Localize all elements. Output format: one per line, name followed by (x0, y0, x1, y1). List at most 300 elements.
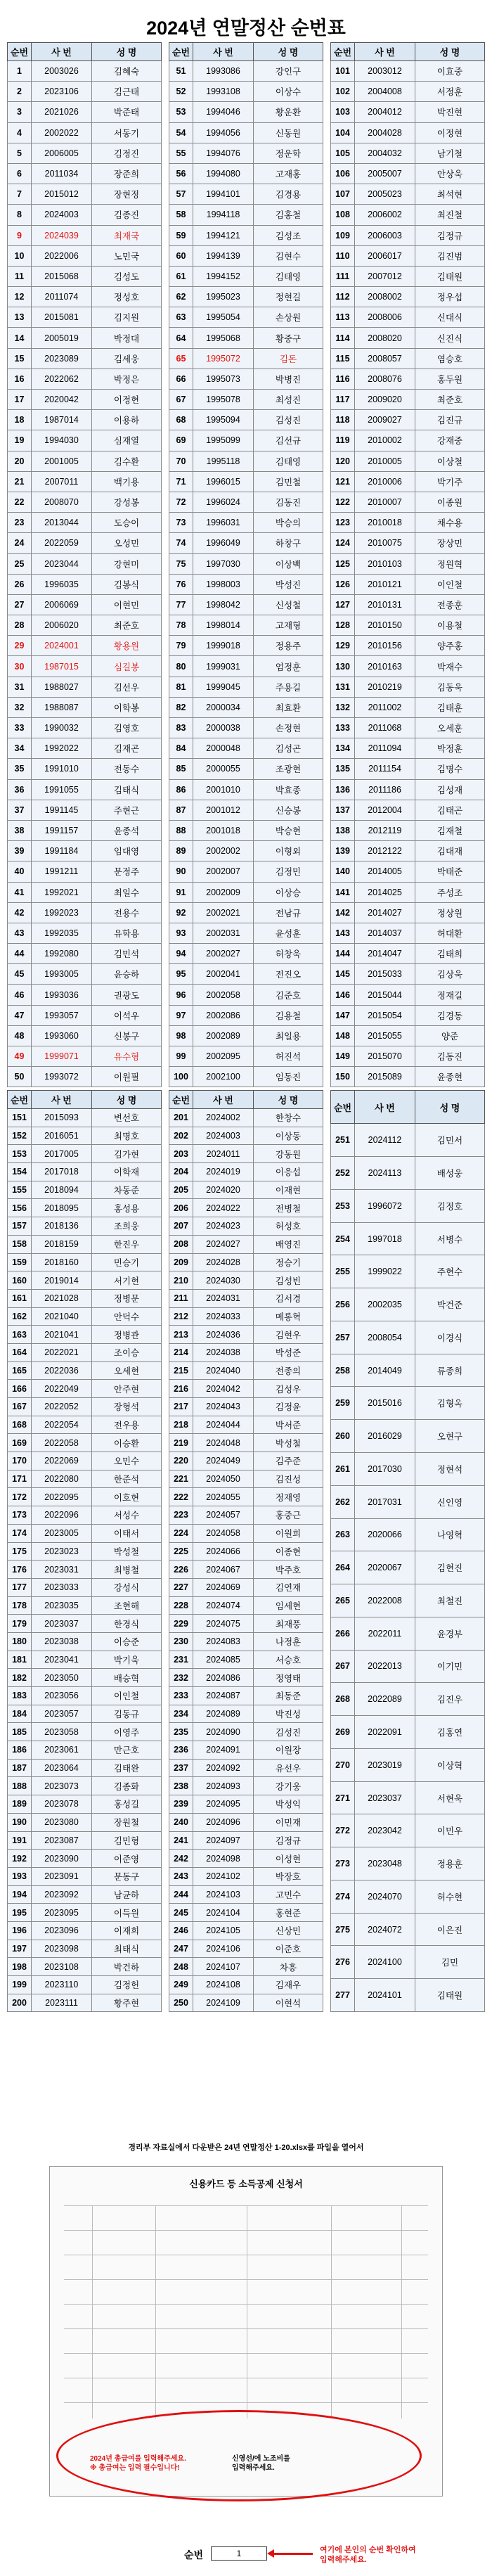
row-number: 245 (169, 1904, 193, 1922)
employee-name: 김성도 (92, 266, 162, 286)
row-number: 76 (169, 574, 193, 594)
table-row (8, 122, 162, 143)
employee-id: 2002086 (193, 1005, 254, 1025)
row-number: 188 (8, 1777, 32, 1795)
employee-name: 안주현 (92, 1380, 162, 1398)
employee-name: 강기웅 (254, 1777, 323, 1795)
table-row (169, 1181, 323, 1199)
table-row (8, 1398, 162, 1416)
table-row (8, 1307, 162, 1326)
employee-id: 1995099 (193, 430, 254, 451)
employee-id: 2008002 (355, 287, 415, 307)
table-row (331, 1617, 485, 1650)
employee-id: 1994076 (193, 143, 254, 163)
table-row (8, 245, 162, 266)
employee-name: 서정훈 (415, 82, 485, 102)
row-number: 246 (169, 1921, 193, 1940)
table-row (331, 225, 485, 245)
row-number: 6 (8, 163, 32, 184)
table-row (169, 307, 323, 328)
employee-id: 1996072 (355, 1189, 415, 1222)
employee-id: 1991157 (32, 820, 92, 840)
table-row (8, 1524, 162, 1542)
table-row (169, 861, 323, 882)
employee-name: 최명호 (92, 1127, 162, 1145)
row-number: 90 (169, 861, 193, 882)
row-number: 242 (169, 1850, 193, 1868)
row-number: 30 (8, 656, 32, 677)
employee-id: 2018160 (32, 1253, 92, 1271)
employee-id: 2020067 (355, 1551, 415, 1584)
table-row (169, 1326, 323, 1344)
employee-id: 1995072 (193, 348, 254, 369)
employee-name: 전동수 (92, 759, 162, 779)
employee-name: 전우용 (92, 1416, 162, 1434)
employee-name: 이학재 (92, 1163, 162, 1181)
table-row (169, 82, 323, 102)
employee-name: 김성곤 (254, 738, 323, 759)
row-number: 29 (8, 636, 32, 656)
employee-id: 2004012 (355, 102, 415, 122)
table-row (8, 1741, 162, 1760)
row-number: 187 (8, 1759, 32, 1777)
employee-name: 유선우 (254, 1759, 323, 1777)
row-number: 259 (331, 1387, 355, 1420)
row-number: 114 (331, 328, 355, 348)
employee-id: 2021041 (32, 1326, 92, 1344)
table-row (331, 738, 485, 759)
table-row (169, 1904, 323, 1922)
row-number: 263 (331, 1518, 355, 1551)
number-input[interactable]: 1 (211, 2546, 267, 2561)
employee-name: 김상욱 (415, 964, 485, 985)
employee-name: 허진석 (254, 1046, 323, 1067)
table-row (8, 1109, 162, 1127)
table-row (8, 574, 162, 594)
table-row (169, 1777, 323, 1795)
row-number: 231 (169, 1651, 193, 1669)
employee-name: 이영주 (92, 1723, 162, 1741)
form-line (401, 2205, 402, 2418)
employee-name: 고재형 (254, 615, 323, 636)
row-number: 83 (169, 718, 193, 738)
employee-id: 2022058 (32, 1434, 92, 1452)
table-row (8, 1067, 162, 1087)
row-number: 124 (331, 533, 355, 553)
table-row (169, 410, 323, 430)
table-row (169, 390, 323, 410)
row-number: 248 (169, 1958, 193, 1976)
employee-id: 2024027 (193, 1235, 254, 1253)
employee-name: 정병문 (92, 1289, 162, 1307)
row-number: 66 (169, 369, 193, 389)
employee-name: 임대영 (92, 841, 162, 861)
employee-name: 이용하 (92, 410, 162, 430)
row-number: 153 (8, 1145, 32, 1163)
employee-id: 2015068 (32, 266, 92, 286)
row-number: 230 (169, 1632, 193, 1651)
row-number: 175 (8, 1542, 32, 1561)
employee-name: 허성호 (254, 1217, 323, 1236)
table-row (169, 451, 323, 471)
row-number: 139 (331, 841, 355, 861)
employee-name: 김종화 (92, 1777, 162, 1795)
employee-id: 2014037 (355, 923, 415, 943)
employee-name: 문정주 (92, 861, 162, 882)
table-row (169, 471, 323, 492)
row-number: 133 (331, 718, 355, 738)
row-number: 253 (331, 1189, 355, 1222)
roster-table (7, 42, 162, 1087)
employee-name: 안상욱 (415, 163, 485, 184)
employee-name: 이정현 (92, 390, 162, 410)
employee-name: 김정윤 (254, 1398, 323, 1416)
employee-id: 1991211 (32, 861, 92, 882)
employee-name: 박정대 (92, 328, 162, 348)
row-number: 3 (8, 102, 32, 122)
employee-id: 2022008 (355, 1584, 415, 1617)
employee-id: 2022013 (355, 1650, 415, 1683)
row-number: 167 (8, 1398, 32, 1416)
table-row (8, 800, 162, 820)
employee-name: 김재철 (415, 820, 485, 840)
row-number: 214 (169, 1343, 193, 1361)
table-row (8, 184, 162, 205)
table-row (169, 1046, 323, 1067)
employee-name: 백기용 (92, 471, 162, 492)
employee-name: 최태식 (92, 1940, 162, 1958)
employee-id: 1994030 (32, 430, 92, 451)
employee-id: 2023089 (32, 348, 92, 369)
row-number: 240 (169, 1813, 193, 1831)
table-row (331, 163, 485, 184)
employee-id: 2010156 (355, 636, 415, 656)
employee-name: 김정호 (415, 1189, 485, 1222)
row-number: 212 (169, 1307, 193, 1326)
row-number: 135 (331, 759, 355, 779)
employee-id: 2006003 (355, 225, 415, 245)
employee-name: 강인구 (254, 61, 323, 82)
employee-name: 김선규 (254, 430, 323, 451)
employee-id: 1993108 (193, 82, 254, 102)
row-number: 65 (169, 348, 193, 369)
employee-id: 2019014 (32, 1271, 92, 1290)
row-number: 145 (331, 964, 355, 985)
employee-id: 2022080 (32, 1470, 92, 1488)
table-row (8, 430, 162, 451)
table-row (8, 1163, 162, 1181)
table-row (331, 1222, 485, 1255)
employee-name: 손정현 (254, 718, 323, 738)
table-row (169, 1831, 323, 1850)
employee-id: 2023023 (32, 1542, 92, 1561)
row-number: 77 (169, 594, 193, 615)
table-row (8, 1452, 162, 1470)
employee-id: 2023035 (32, 1596, 92, 1615)
employee-name: 윤경부 (415, 1617, 485, 1650)
table-row (169, 820, 323, 840)
employee-id: 2022091 (355, 1716, 415, 1749)
table-row (331, 205, 485, 225)
table-row (331, 1453, 485, 1486)
row-number: 189 (8, 1795, 32, 1814)
employee-name: 홍현준 (254, 1904, 323, 1922)
employee-id: 2009020 (355, 390, 415, 410)
table-row (8, 1885, 162, 1904)
table-row (169, 1524, 323, 1542)
table-row (331, 861, 485, 882)
roster-table (7, 1090, 162, 2012)
employee-name: 이종현 (254, 1542, 323, 1561)
table-row (8, 1596, 162, 1615)
guide-section (0, 2141, 492, 2564)
row-number: 56 (169, 163, 193, 184)
row-number: 205 (169, 1181, 193, 1199)
table-row (8, 1687, 162, 1705)
employee-name: 허대환 (415, 923, 485, 943)
employee-id: 2005019 (32, 328, 92, 348)
table-row (331, 492, 485, 512)
employee-id: 2024107 (193, 1958, 254, 1976)
employee-id: 2022036 (32, 1361, 92, 1380)
header-id: 사 번 (32, 43, 92, 61)
table-row (331, 1046, 485, 1067)
table-row (8, 1046, 162, 1067)
table-row (8, 369, 162, 389)
table-row (8, 471, 162, 492)
employee-name: 전종훈 (415, 594, 485, 615)
employee-name: 김태희 (415, 944, 485, 964)
table-row (331, 287, 485, 307)
row-number: 170 (8, 1452, 32, 1470)
row-number: 237 (169, 1759, 193, 1777)
table-row (169, 1506, 323, 1525)
row-number: 9 (8, 225, 32, 245)
row-number: 247 (169, 1940, 193, 1958)
row-number: 172 (8, 1488, 32, 1506)
employee-id: 2022095 (32, 1488, 92, 1506)
row-number: 132 (331, 697, 355, 717)
employee-name: 윤성훈 (254, 923, 323, 943)
header-num: 순번 (331, 1091, 355, 1124)
row-number: 40 (8, 861, 32, 882)
employee-id: 2003012 (355, 61, 415, 82)
employee-id: 2024089 (193, 1705, 254, 1723)
employee-name: 김현우 (254, 1326, 323, 1344)
table-row (8, 410, 162, 430)
table-row (8, 594, 162, 615)
employee-id: 1987014 (32, 410, 92, 430)
table-row (169, 553, 323, 574)
table-row (169, 944, 323, 964)
table-row (169, 1253, 323, 1271)
employee-id: 2010002 (355, 430, 415, 451)
arrow-line (271, 2553, 313, 2555)
row-number: 232 (169, 1669, 193, 1687)
employee-name: 김동욱 (415, 677, 485, 697)
employee-id: 2024030 (193, 1271, 254, 1290)
employee-id: 2024105 (193, 1921, 254, 1940)
table-row (331, 143, 485, 163)
employee-name: 김태훈 (415, 697, 485, 717)
table-row (169, 594, 323, 615)
row-number: 220 (169, 1452, 193, 1470)
employee-id: 2002009 (193, 882, 254, 902)
table-row (8, 1127, 162, 1145)
employee-id: 1996035 (32, 574, 92, 594)
employee-id: 1994080 (193, 163, 254, 184)
row-number: 59 (169, 225, 193, 245)
table-row (169, 102, 323, 122)
row-number: 151 (8, 1109, 32, 1127)
row-number: 198 (8, 1958, 32, 1976)
table-row (8, 1025, 162, 1046)
employee-id: 2001005 (32, 451, 92, 471)
employee-name: 이형외 (254, 841, 323, 861)
table-row (8, 1488, 162, 1506)
employee-id: 1994056 (193, 122, 254, 143)
table-row (331, 1683, 485, 1716)
employee-id: 1994046 (193, 102, 254, 122)
employee-id: 2024022 (193, 1199, 254, 1217)
employee-name: 김태식 (92, 779, 162, 800)
employee-name: 신성철 (254, 594, 323, 615)
row-number: 93 (169, 923, 193, 943)
row-number: 53 (169, 102, 193, 122)
employee-id: 2023087 (32, 1831, 92, 1850)
row-number: 20 (8, 451, 32, 471)
row-number: 116 (331, 369, 355, 389)
row-number: 178 (8, 1596, 32, 1615)
table-row (169, 328, 323, 348)
header-id: 사 번 (355, 1091, 415, 1124)
row-number: 94 (169, 944, 193, 964)
employee-name: 김재곤 (92, 738, 162, 759)
employee-id: 2002035 (355, 1288, 415, 1321)
employee-name: 이상동 (254, 1127, 323, 1145)
table-row (8, 1940, 162, 1958)
employee-name: 김동진 (254, 492, 323, 512)
table-row (169, 902, 323, 923)
table-row (331, 1067, 485, 1087)
employee-name: 김대재 (415, 841, 485, 861)
row-number: 206 (169, 1199, 193, 1217)
employee-name: 민승기 (92, 1253, 162, 1271)
table-row (8, 985, 162, 1005)
employee-name: 박진현 (415, 102, 485, 122)
employee-id: 1994118 (193, 205, 254, 225)
union-note-2: 입력해주세요. (232, 2464, 275, 2472)
table-row (169, 1361, 323, 1380)
row-number: 120 (331, 451, 355, 471)
employee-name: 김성조 (254, 225, 323, 245)
row-number: 243 (169, 1867, 193, 1885)
row-number: 226 (169, 1561, 193, 1579)
row-number: 275 (331, 1913, 355, 1946)
employee-name: 서동기 (92, 122, 162, 143)
employee-name: 고민수 (254, 1885, 323, 1904)
employee-id: 1993057 (32, 1005, 92, 1025)
row-number: 57 (169, 184, 193, 205)
employee-id: 2023078 (32, 1795, 92, 1814)
row-number: 217 (169, 1398, 193, 1416)
employee-id: 1999071 (32, 1046, 92, 1067)
table-row (8, 348, 162, 369)
employee-id: 2008054 (355, 1321, 415, 1354)
employee-id: 2024055 (193, 1488, 254, 1506)
table-row (8, 163, 162, 184)
employee-name: 김선우 (92, 677, 162, 697)
employee-id: 2024067 (193, 1561, 254, 1579)
employee-name: 박장호 (254, 1867, 323, 1885)
employee-id: 2016051 (32, 1127, 92, 1145)
table-row (331, 1387, 485, 1420)
employee-name: 강재중 (415, 430, 485, 451)
employee-id: 2024096 (193, 1813, 254, 1831)
employee-id: 2010219 (355, 677, 415, 697)
form-line (64, 2230, 428, 2231)
employee-id: 2022052 (32, 1398, 92, 1416)
number-label: 순번 (184, 2549, 204, 2561)
row-number: 152 (8, 1127, 32, 1145)
table-row (331, 800, 485, 820)
row-number: 144 (331, 944, 355, 964)
table-row (331, 184, 485, 205)
row-number: 210 (169, 1271, 193, 1290)
table-row (331, 471, 485, 492)
employee-id: 2014027 (355, 902, 415, 923)
employee-name: 홍성용 (92, 1199, 162, 1217)
table-row (169, 718, 323, 738)
employee-name: 김성우 (254, 1380, 323, 1398)
form-line (155, 2205, 156, 2418)
table-row (331, 985, 485, 1005)
employee-id: 1996015 (193, 471, 254, 492)
employee-id: 2023037 (355, 1781, 415, 1814)
employee-name: 나영혁 (415, 1518, 485, 1551)
employee-id: 2021026 (32, 102, 92, 122)
employee-name: 이민우 (415, 1814, 485, 1847)
table-row (8, 143, 162, 163)
employee-name: 박건하 (92, 1958, 162, 1976)
employee-name: 이인철 (415, 574, 485, 594)
employee-id: 1996031 (193, 513, 254, 533)
row-number: 191 (8, 1831, 32, 1850)
employee-id: 2024066 (193, 1542, 254, 1561)
employee-name: 전병철 (254, 1199, 323, 1217)
row-number: 39 (8, 841, 32, 861)
table-row (169, 1632, 323, 1651)
row-number: 10 (8, 245, 32, 266)
employee-id: 2024019 (193, 1163, 254, 1181)
row-number: 179 (8, 1615, 32, 1633)
table-row (331, 266, 485, 286)
employee-id: 2024104 (193, 1904, 254, 1922)
table-row (8, 513, 162, 533)
employee-name: 김정민 (254, 861, 323, 882)
table-row (169, 492, 323, 512)
row-number: 87 (169, 800, 193, 820)
employee-name: 최재국 (92, 225, 162, 245)
row-number: 223 (169, 1506, 193, 1525)
employee-id: 2008057 (355, 348, 415, 369)
row-number: 49 (8, 1046, 32, 1067)
table-row (169, 122, 323, 143)
table-row (331, 677, 485, 697)
table-row (331, 1716, 485, 1749)
employee-name: 강현미 (92, 553, 162, 574)
row-number: 215 (169, 1361, 193, 1380)
